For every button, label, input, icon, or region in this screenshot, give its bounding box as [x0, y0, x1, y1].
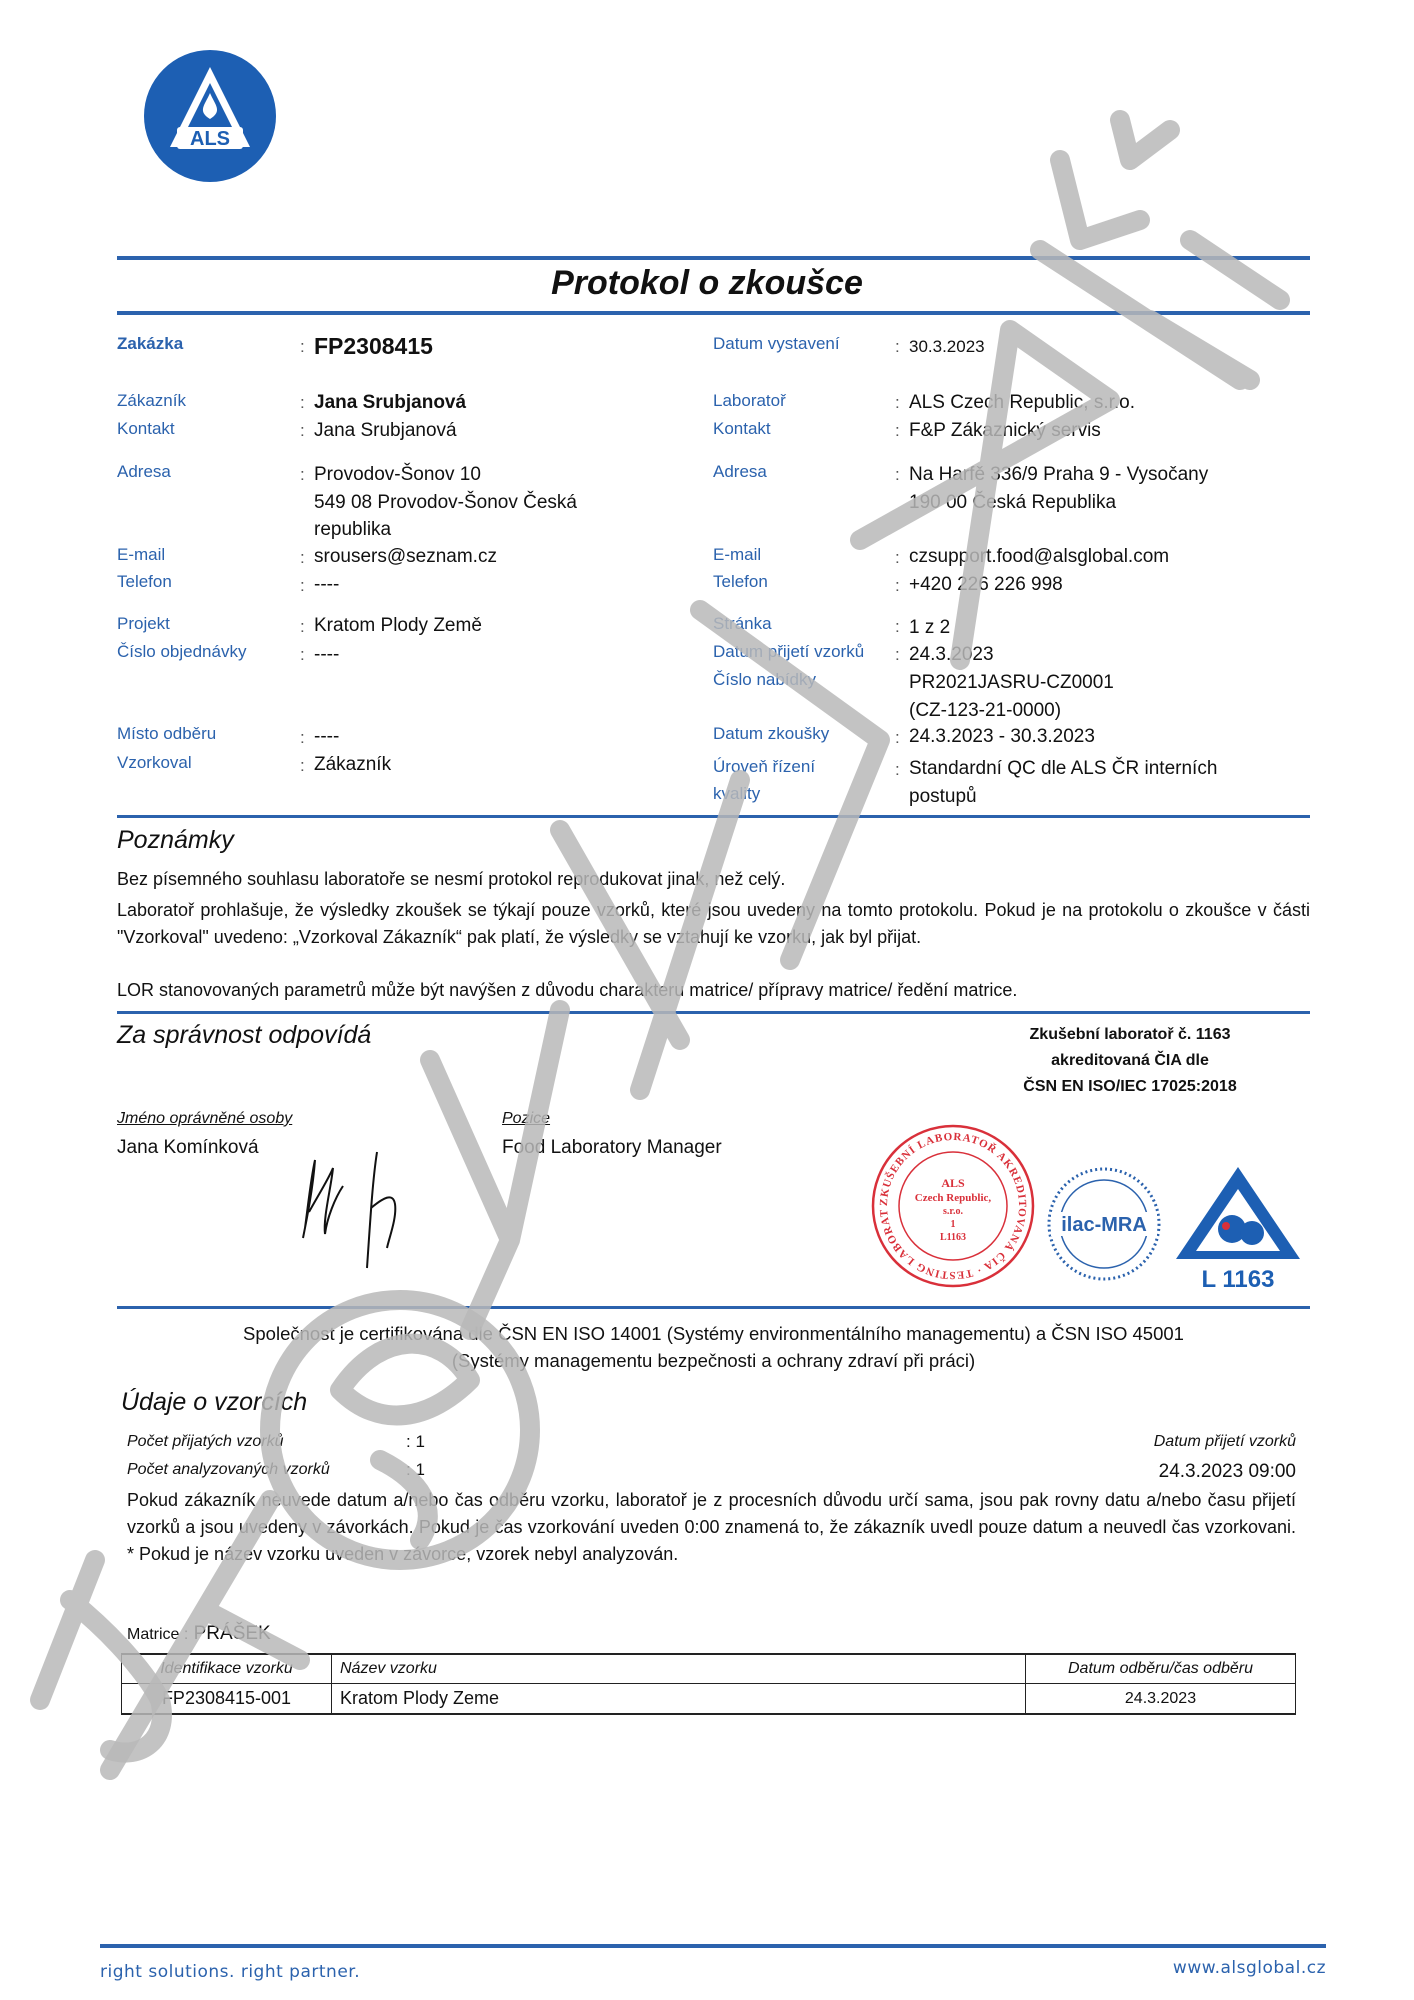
footer-slogan: right solutions. right partner.	[100, 1962, 361, 1982]
colon: :	[895, 617, 900, 636]
misto-value: ----	[314, 726, 340, 747]
accreditation-stamp	[870, 1123, 1036, 1289]
uroven-line-1: Standardní QC dle ALS ČR interních	[909, 758, 1218, 779]
projekt-label: Projekt	[117, 614, 170, 633]
notes-paragraph-2: Laboratoř prohlašuje, že výsledky zkoušek se týkají pouze vzorků, které jsou uvedeny na tomto protokolu. Pokud je na protokolu o zkoušce v části "Vzorkoval" uvedeno: „Vzorkoval Zákazník“ pak platí, že výsledky se vztahují ke vzorku, jak byl přijat.	[117, 900, 1310, 947]
accreditation-line-2: akreditovaná ČIA dle	[1051, 1052, 1209, 1069]
analyzovanych-value: : 1	[406, 1460, 425, 1479]
accreditation-line-3: ČSN EN ISO/IEC 17025:2018	[1023, 1078, 1237, 1095]
laborator-value: ALS Czech Republic, s.r.o.	[909, 392, 1135, 413]
colon: :	[895, 548, 900, 567]
prijeti-label: Datum přijetí vzorků	[713, 642, 865, 661]
email-label: E-mail	[117, 545, 166, 564]
colon: :	[300, 337, 305, 356]
lab-email-label: E-mail	[713, 545, 762, 564]
kontakt-value: Jana Srubjanová	[314, 420, 457, 441]
uroven-label-1: Úroveň řízení	[713, 757, 816, 776]
colon: :	[300, 645, 305, 664]
signature-icon	[295, 1138, 435, 1278]
certification-line-1: Společnost je certifikována dle ČSN EN ISO 14001 (Systémy environmentálního managementu) a ČSN ISO 45001	[243, 1323, 1184, 1344]
col-identifikace: Identifikace vzorku	[122, 1654, 332, 1684]
stamp-icon	[870, 1123, 1036, 1289]
title-top-rule	[117, 256, 1310, 260]
document-title: Protokol o zkoušce	[551, 264, 863, 302]
datum-vystaveni-value: 30.3.2023	[909, 337, 985, 356]
colon: :	[895, 393, 900, 412]
title-bottom-rule	[117, 311, 1310, 315]
samples-table-header	[122, 1654, 1296, 1684]
prijatych-label: Počet přijatých vzorků	[127, 1433, 284, 1450]
samples-title: Údaje o vzorcích	[121, 1388, 308, 1416]
svg-text:ALS: ALS	[941, 1176, 965, 1190]
lab-kontakt-label: Kontakt	[713, 419, 771, 438]
sample-date: 24.3.2023	[1026, 1684, 1296, 1715]
adresa-label: Adresa	[117, 462, 171, 481]
stranka-value: 1 z 2	[909, 617, 951, 638]
certification-rule	[117, 1306, 1310, 1309]
colon: :	[895, 760, 900, 779]
lab-kontakt-value: F&P Zákaznický servis	[909, 420, 1101, 441]
colon: :	[895, 728, 900, 747]
sample-name: Kratom Plody Zeme	[332, 1684, 1026, 1715]
col-datum: Datum odběru/čas odběru	[1026, 1654, 1296, 1684]
projekt-value: Kratom Plody Země	[314, 615, 482, 636]
objednavka-value: ----	[314, 644, 340, 665]
vzorkoval-label: Vzorkoval	[117, 753, 192, 772]
colon: :	[300, 728, 305, 747]
colon: :	[895, 576, 900, 595]
position-label: Pozice	[502, 1110, 551, 1127]
lab-telefon-value: +420 226 226 998	[909, 574, 1063, 595]
zakazka-label: Zakázka	[117, 334, 184, 353]
colon: :	[300, 421, 305, 440]
position-value: Food Laboratory Manager	[502, 1137, 722, 1158]
lab-email-value: czsupport.food@alsglobal.com	[909, 546, 1170, 567]
lab-adresa-line-1: Na Harfě 336/9 Praha 9 - Vysočany	[909, 464, 1209, 485]
name-value: Jana Komínková	[117, 1137, 259, 1158]
notes-title: Poznámky	[117, 826, 234, 854]
accreditation-line-1: Zkušební laboratoř č. 1163	[1029, 1026, 1231, 1043]
svg-text:ZKUŠEBNÍ LABORATOŘ AKREDITOVAN: ZKUŠEBNÍ LABORATOŘ AKREDITOVANÁ ČIA · TESTING LABORAT	[877, 1130, 1029, 1282]
colon: :	[895, 465, 900, 484]
datum-prijeti-label: Datum přijetí vzorků	[1153, 1433, 1296, 1450]
zkousky-value: 24.3.2023 - 30.3.2023	[909, 726, 1095, 747]
ilac-mra-logo	[1045, 1165, 1163, 1283]
lab-telefon-label: Telefon	[713, 572, 768, 591]
als-logo	[143, 49, 277, 183]
lab-adresa-line-2: 190 00 Česká Republika	[909, 492, 1117, 513]
colon: :	[895, 421, 900, 440]
samples-note: Pokud zákazník neuvede datum a/nebo čas odběru vzorku, laboratoř je z procesních důvodu určí sama, jsou pak rovny datu a/nebo času přijetí vzorků a jsou uvedeny v závorkách. Pokud je čas vzorkování uveden 0:00 znamená to, že zákazník uvedl pouze datum a neuvedl čas vzorkovani. * Pokud je název vzorku uveden v závorce, vzorek nebyl analyzován.	[127, 1490, 1296, 1564]
objednavka-label: Číslo objednávky	[117, 642, 247, 661]
notes-paragraph-3: LOR stanovovaných parametrů může být navýšen z důvodu charakteru matrice/ přípravy matrice/ ředění matrice.	[117, 980, 1018, 1000]
colon: :	[300, 548, 305, 567]
stranka-label: Stránka	[713, 614, 772, 633]
name-label: Jméno oprávněné osoby	[117, 1110, 293, 1127]
nabidka-line-2: (CZ-123-21-0000)	[909, 700, 1062, 721]
telefon-label: Telefon	[117, 572, 172, 591]
colon: :	[895, 337, 900, 356]
zakaznik-value: Jana Srubjanová	[314, 392, 467, 413]
email-value: srousers@seznam.cz	[314, 546, 497, 567]
colon: :	[300, 576, 305, 595]
colon: :	[895, 645, 900, 664]
nabidka-label: Číslo nabídky	[713, 670, 816, 689]
responsibility-rule	[117, 1011, 1310, 1014]
notes-paragraph-1: Bez písemného souhlasu laboratoře se nesmí protokol reprodukovat jinak, než celý.	[117, 869, 786, 889]
footer-rule	[100, 1944, 1326, 1948]
col-nazev: Název vzorku	[332, 1654, 1026, 1684]
responsibility-title: Za správnost odpovídá	[117, 1021, 372, 1049]
colon: :	[300, 393, 305, 412]
colon: :	[300, 756, 305, 775]
prijeti-value: 24.3.2023	[909, 644, 994, 665]
uroven-label-2: kvality	[713, 784, 761, 803]
misto-label: Místo odběru	[117, 724, 217, 743]
datum-prijeti-value: 24.3.2023 09:00	[1158, 1461, 1296, 1482]
cai-triangle-icon	[1172, 1163, 1304, 1293]
uroven-line-2: postupů	[909, 786, 977, 807]
kontakt-label: Kontakt	[117, 419, 175, 438]
datum-vystaveni-label: Datum vystavení	[713, 334, 840, 353]
sample-id: FP2308415-001	[122, 1684, 332, 1715]
svg-text:L1163: L1163	[939, 1232, 967, 1243]
matrice-value: PRÁŠEK	[193, 1623, 271, 1644]
ilac-icon	[1045, 1165, 1163, 1283]
certification-line-2: (Systémy managementu bezpečnosti a ochrany zdraví při práci)	[451, 1350, 976, 1371]
samples-table	[121, 1653, 1296, 1715]
accreditation-block	[950, 1022, 1310, 1100]
svg-text:1: 1	[950, 1219, 956, 1230]
table-row	[122, 1684, 1296, 1715]
cai-logo	[1172, 1163, 1304, 1293]
analyzovanych-label: Počet analyzovaných vzorků	[127, 1461, 330, 1478]
matrice-label: Matrice :	[127, 1626, 189, 1643]
prijatych-value: : 1	[406, 1432, 425, 1451]
colon: :	[300, 617, 305, 636]
matrice	[127, 1623, 271, 1645]
certification-text	[117, 1320, 1310, 1374]
zakazka-value: FP2308415	[314, 333, 433, 359]
svg-text:ilac-MRA: ilac-MRA	[1061, 1214, 1147, 1236]
zkousky-label: Datum zkoušky	[713, 724, 830, 743]
svg-text:Czech Republic,: Czech Republic,	[914, 1192, 992, 1204]
nabidka-line-1: PR2021JASRU-CZ0001	[909, 672, 1114, 693]
als-logo-icon	[143, 49, 277, 183]
svg-text:s.r.o.: s.r.o.	[943, 1206, 963, 1217]
footer-url[interactable]: www.alsglobal.cz	[1172, 1958, 1326, 1978]
zakaznik-label: Zákazník	[117, 391, 186, 410]
notes-rule	[117, 815, 1310, 818]
adresa-line-2: 549 08 Provodov-Šonov Česká	[314, 492, 577, 513]
signature	[295, 1138, 435, 1278]
colon: :	[300, 465, 305, 484]
telefon-value: ----	[314, 574, 340, 595]
laborator-label: Laboratoř	[713, 391, 786, 410]
lab-adresa-label: Adresa	[713, 462, 767, 481]
svg-text:ALS: ALS	[190, 128, 230, 150]
adresa-line-1: Provodov-Šonov 10	[314, 464, 481, 485]
vzorkoval-value: Zákazník	[314, 754, 392, 775]
adresa-line-3: republika	[314, 519, 392, 540]
svg-text:L 1163: L 1163	[1201, 1266, 1275, 1293]
